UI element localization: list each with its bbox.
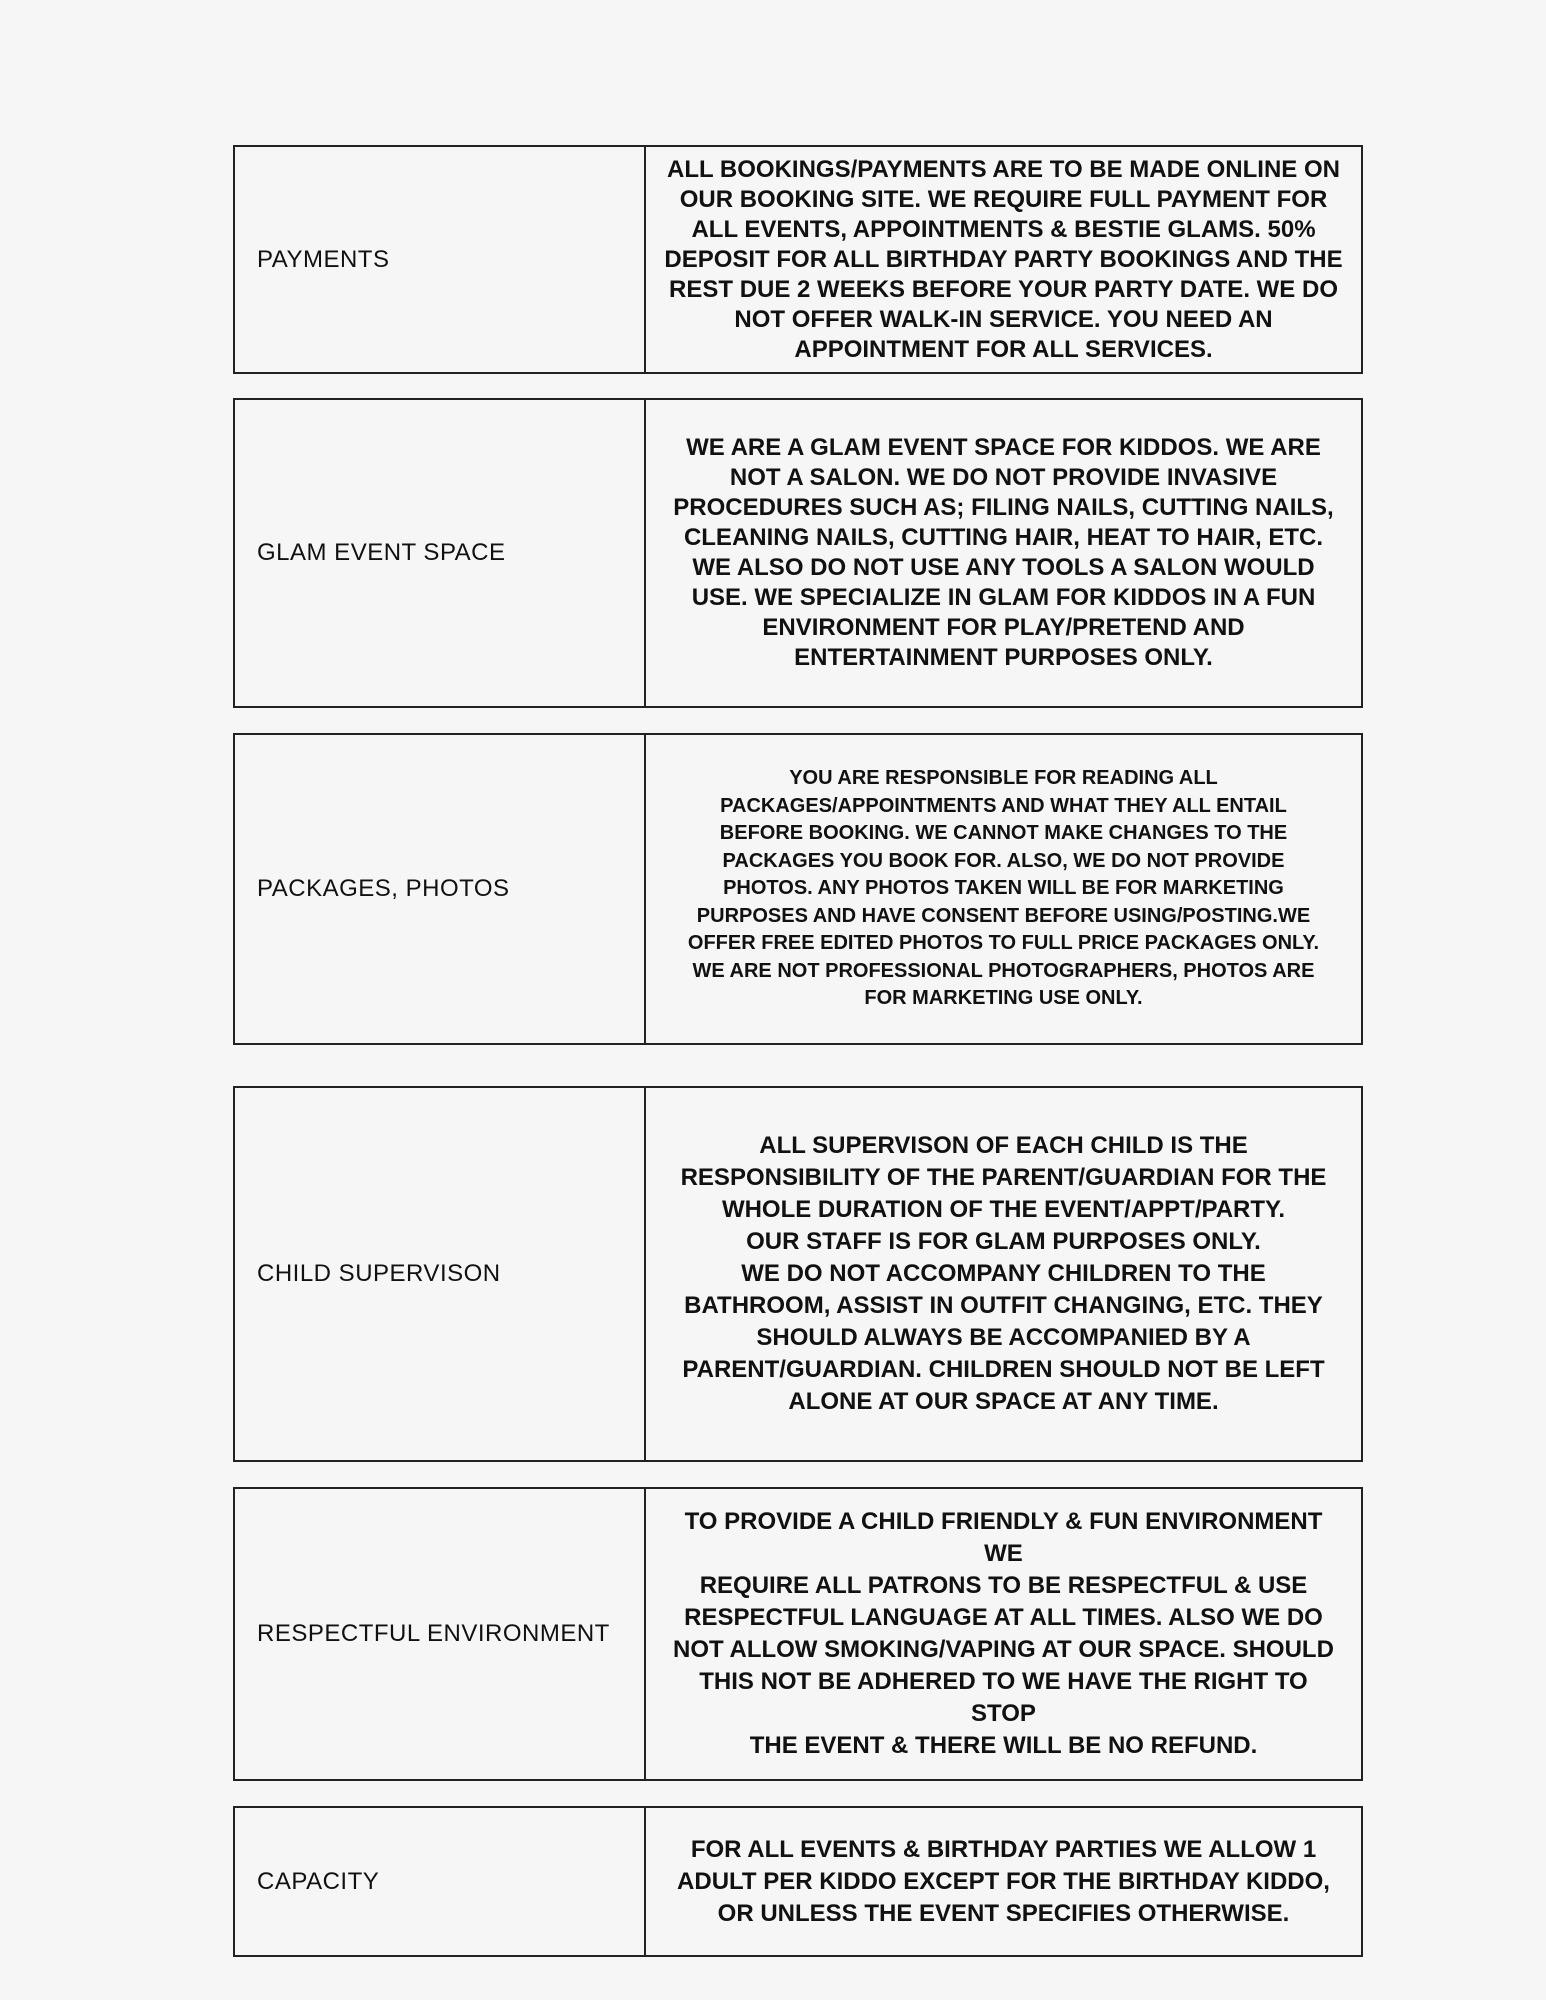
policy-label: CAPACITY bbox=[235, 1808, 646, 1955]
policy-row-packages-photos bbox=[233, 733, 1363, 1045]
policy-row-glam-event-space bbox=[233, 398, 1363, 708]
policy-row-payments bbox=[233, 145, 1363, 374]
policy-text: ALL SUPERVISON OF EACH CHILD IS THE RESPONSIBILITY OF THE PARENT/GUARDIAN FOR THE WHOLE DURATION OF THE EVENT/APPT/PARTY. OUR STAFF IS FOR GLAM PURPOSES ONLY. WE DO NOT ACCOMPANY CHILDREN TO THE BATHROOM, ASSIST IN OUTFIT CHANGING, ETC. THEY SHOULD ALWAYS BE ACCOMPANIED BY A PARENT/GUARDIAN. CHILDREN SHOULD NOT BE LEFT ALONE AT OUR SPACE AT ANY TIME. bbox=[680, 1132, 1327, 1415]
policy-text: WE ARE A GLAM EVENT SPACE FOR KIDDOS. WE ARE NOT A SALON. WE DO NOT PROVIDE INVASIVE PROCEDURES SUCH AS; FILING NAILS, CUTTING NAILS, CLEANING NAILS, CUTTING HAIR, HEAT TO HAIR, ETC. WE ALSO DO NOT USE ANY TOOLS A SALON WOULD USE. WE SPECIALIZE IN GLAM FOR KIDDOS IN A FUN ENVIRONMENT FOR PLAY/PRETEND AND ENTERTAINMENT PURPOSES ONLY. bbox=[673, 434, 1334, 671]
policy-row-respectful-environment bbox=[233, 1487, 1363, 1781]
policy-label: PACKAGES, PHOTOS bbox=[235, 735, 646, 1043]
policy-row-capacity bbox=[233, 1806, 1363, 1957]
policy-label: PAYMENTS bbox=[235, 147, 646, 372]
policy-text: FOR ALL EVENTS & BIRTHDAY PARTIES WE ALLOW 1 ADULT PER KIDDO EXCEPT FOR THE BIRTHDAY KIDDO, OR UNLESS THE EVENT SPECIFIES OTHERWISE. bbox=[677, 1835, 1330, 1927]
policy-label: CHILD SUPERVISON bbox=[235, 1088, 646, 1460]
policy-text: YOU ARE RESPONSIBLE FOR READING ALL PACKAGES/APPOINTMENTS AND WHAT THEY ALL ENTAIL BEFORE BOOKING. WE CANNOT MAKE CHANGES TO THE PACKAGES YOU BOOK FOR. ALSO, WE DO NOT PROVIDE PHOTOS. ANY PHOTOS TAKEN WILL BE FOR MARKETING PURPOSES AND HAVE CONSENT BEFORE USING/POSTING.WE OFFER FREE EDITED PHOTOS TO FULL PRICE PACKAGES ONLY. WE ARE NOT PROFESSIONAL PHOTOGRAPHERS, PHOTOS ARE FOR MARKETING USE ONLY. bbox=[687, 767, 1320, 1010]
policy-text: ALL BOOKINGS/PAYMENTS ARE TO BE MADE ONLINE ON OUR BOOKING SITE. WE REQUIRE FULL PAYMENT FOR ALL EVENTS, APPOINTMENTS & BESTIE GLAMS. 50% DEPOSIT FOR ALL BIRTHDAY PARTY BOOKINGS AND THE REST DUE 2 WEEKS BEFORE YOUR PARTY DATE. WE DO NOT OFFER WALK-IN SERVICE. YOU NEED AN APPOINTMENT FOR ALL SERVICES. bbox=[664, 155, 1343, 363]
policy-label: RESPECTFUL ENVIRONMENT bbox=[235, 1489, 646, 1779]
policy-row-child-supervision bbox=[233, 1086, 1363, 1462]
policy-text: TO PROVIDE A CHILD FRIENDLY & FUN ENVIRONMENT WE REQUIRE ALL PATRONS TO BE RESPECTFUL & USE RESPECTFUL LANGUAGE AT ALL TIMES. ALSO WE DO NOT ALLOW SMOKING/VAPING AT OUR SPACE. SHOULD THIS NOT BE ADHERED TO WE HAVE THE RIGHT TO STOP THE EVENT & THERE WILL BE NO REFUND. bbox=[673, 1508, 1334, 1759]
policy-label: GLAM EVENT SPACE bbox=[235, 400, 646, 706]
